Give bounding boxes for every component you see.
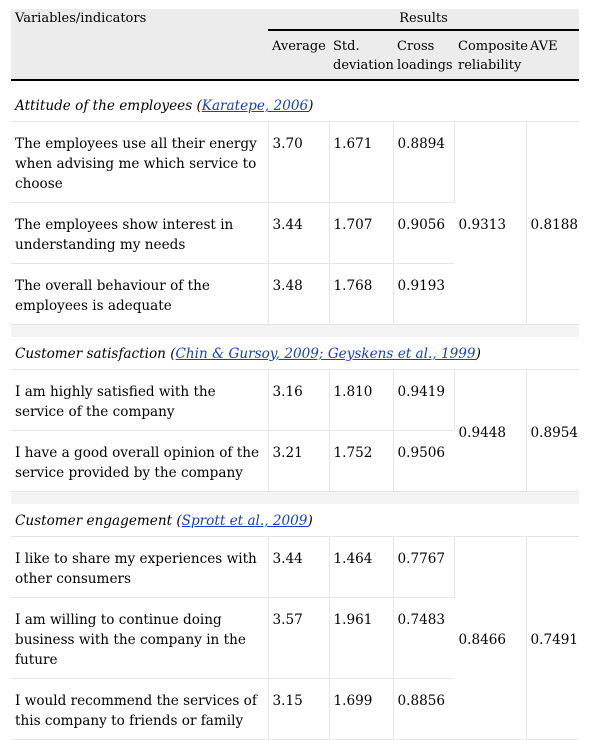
composite-reliability-cell: 0.9448 (454, 370, 526, 492)
cross-loading-cell: 0.9193 (393, 264, 454, 325)
std-deviation-cell: 1.810 (329, 370, 393, 431)
average-cell: 3.44 (268, 537, 329, 598)
section-divider (11, 492, 579, 505)
std-deviation-cell: 1.768 (329, 264, 393, 325)
std-deviation-cell: 1.699 (329, 679, 393, 740)
table-row (11, 537, 579, 598)
std-deviation-cell: 1.464 (329, 537, 393, 598)
header-row-1 (11, 9, 579, 30)
indicator-text: I would recommend the services of this company to friends or family (11, 679, 268, 740)
cross-loading-cell: 0.7767 (393, 537, 454, 598)
col-header-composite-reliability: Composite reliability (454, 30, 526, 79)
std-deviation-cell: 1.752 (329, 431, 393, 492)
indicator-text: I have a good overall opinion of the service provided by the company (11, 431, 268, 492)
indicator-text: The employees use all their energy when advising me which service to choose (11, 122, 268, 203)
cross-loading-cell: 0.9056 (393, 203, 454, 264)
section-title-suffix: ) (475, 346, 481, 362)
citation-link[interactable]: Karatepe, 2006 (201, 98, 309, 114)
average-cell: 3.57 (268, 598, 329, 679)
ave-cell: 0.7491 (526, 537, 579, 740)
average-cell: 3.44 (268, 203, 329, 264)
indicator-text: The employees show interest in understanding my needs (11, 203, 268, 264)
results-table (11, 9, 579, 740)
ave-cell: 0.8188 (526, 122, 579, 325)
indicator-text: The overall behaviour of the employees is adequate (11, 264, 268, 325)
average-cell: 3.21 (268, 431, 329, 492)
section-title-row (11, 89, 579, 122)
header-blank (11, 30, 268, 79)
table-row (11, 122, 579, 203)
variables-header: Variables/indicators (11, 9, 268, 30)
cross-loading-cell: 0.9506 (393, 431, 454, 492)
section-title-suffix: ) (308, 98, 314, 114)
section-title (11, 337, 579, 370)
ave-cell: 0.8954 (526, 370, 579, 492)
indicator-text: I like to share my experiences with other consumers (11, 537, 268, 598)
section-title-row (11, 504, 579, 537)
header-spacer (11, 80, 579, 89)
indicator-text: I am highly satisfied with the service of the company (11, 370, 268, 431)
composite-reliability-cell: 0.8466 (454, 537, 526, 740)
header-row-2 (11, 30, 579, 79)
std-deviation-cell: 1.707 (329, 203, 393, 264)
section-title-text: Customer satisfaction ( (15, 346, 176, 362)
col-header-ave: AVE (526, 30, 579, 79)
citation-link[interactable]: Chin & Gursoy, 2009; Geyskens et al., 1999 (175, 346, 476, 362)
results-header: Results (268, 9, 579, 30)
col-header-std-deviation: Std. deviation (329, 30, 393, 79)
citation-link[interactable]: Sprott et al., 2009 (181, 513, 308, 529)
average-cell: 3.48 (268, 264, 329, 325)
cross-loading-cell: 0.7483 (393, 598, 454, 679)
table-row (11, 370, 579, 431)
indicator-text: I am willing to continue doing business with the company in the future (11, 598, 268, 679)
col-header-cross-loadings: Cross loadings (393, 30, 454, 79)
composite-reliability-cell: 0.9313 (454, 122, 526, 325)
cross-loading-cell: 0.9419 (393, 370, 454, 431)
average-cell: 3.15 (268, 679, 329, 740)
section-title-text: Attitude of the employees ( (15, 98, 202, 114)
cross-loading-cell: 0.8856 (393, 679, 454, 740)
average-cell: 3.16 (268, 370, 329, 431)
std-deviation-cell: 1.961 (329, 598, 393, 679)
std-deviation-cell: 1.671 (329, 122, 393, 203)
section-title-text: Customer engagement ( (15, 513, 182, 529)
section-divider (11, 325, 579, 338)
col-header-average: Average (268, 30, 329, 79)
section-title (11, 504, 579, 537)
section-title-suffix: ) (307, 513, 313, 529)
cross-loading-cell: 0.8894 (393, 122, 454, 203)
section-title-row (11, 337, 579, 370)
section-title (11, 89, 579, 122)
average-cell: 3.70 (268, 122, 329, 203)
